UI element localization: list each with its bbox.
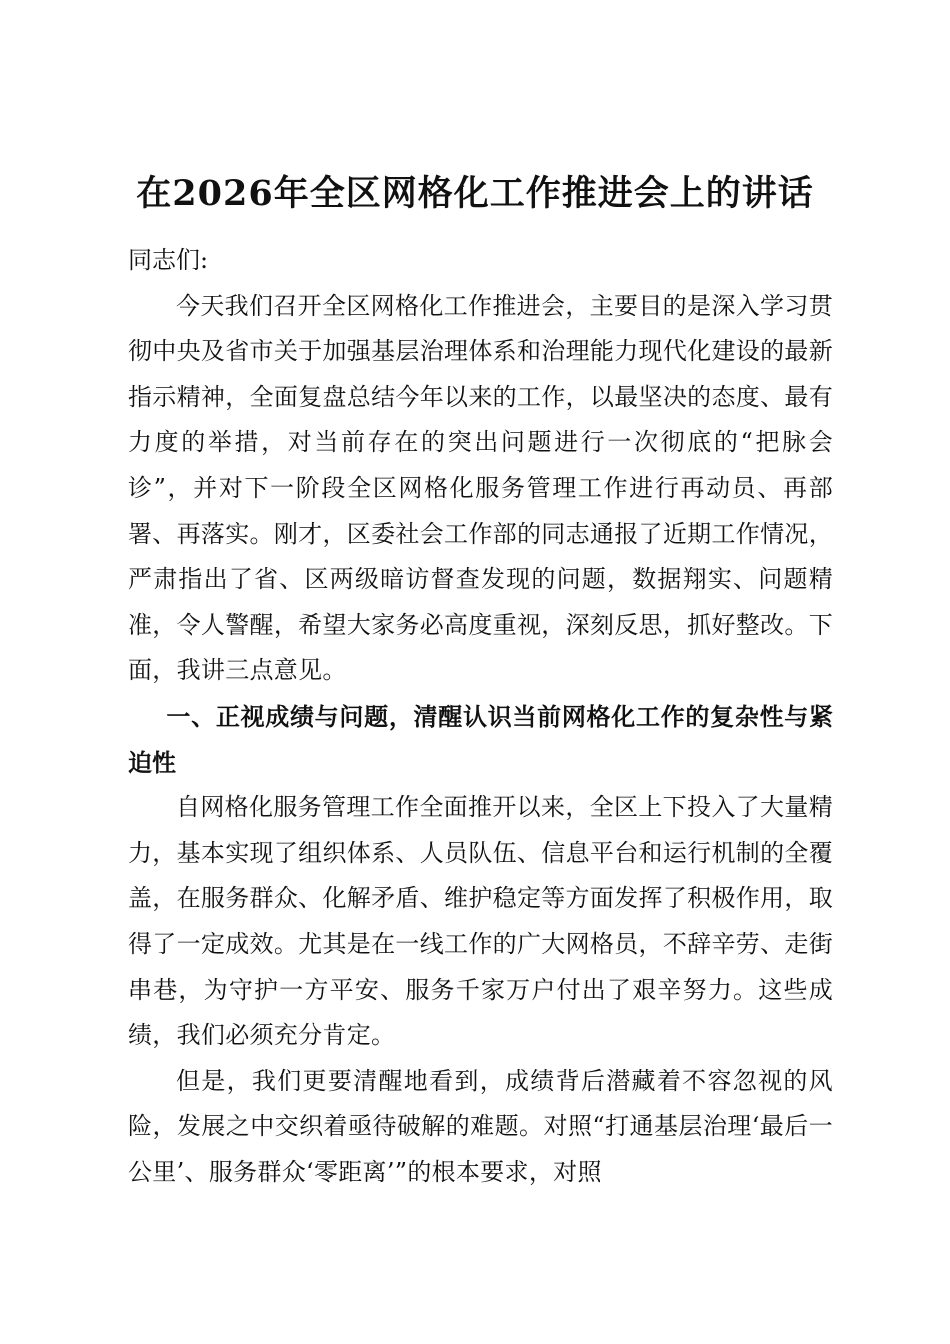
intro-paragraph: 今天我们召开全区网格化工作推进会，主要目的是深入学习贯彻中央及省市关于加强基层治理体系和治理能力现代化建设的最新指示精神，全面复盘总结今年以来的工作，以最坚决的态度、最有力度的举措，对当前存在的突出问题进行一次彻底的“把脉会诊”，并对下一阶段全区网格化服务管理工作进行再动员、再部署、再落实。刚才，区委社会工作部的同志通报了近期工作情况，严肃指出了省、区两级暗访督查发现的问题，数据翔实、问题精准，令人警醒，希望大家务必高度重视，深刻反思，抓好整改。下面，我讲三点意见。 [128,291,833,685]
section-heading-1: 一、正视成绩与问题，清醒认识当前网格化工作的复杂性与紧迫性 [128,701,833,777]
document-title: 在2026年全区网格化工作推进会上的讲话 [136,173,814,214]
document-body [128,238,833,1195]
section1-paragraph-1: 自网格化服务管理工作全面推开以来，全区上下投入了大量精力，基本实现了组织体系、人员队伍、信息平台和运行机制的全覆盖，在服务群众、化解矛盾、维护稳定等方面发挥了积极作用，取得了一定成效。尤其是在一线工作的广大网格员，不辞辛劳、走街串巷，为守护一方平安、服务千家万户付出了艰辛努力。这些成绩，我们必须充分肯定。 [128,793,833,1050]
section1-paragraph-2: 但是，我们更要清醒地看到，成绩背后潜藏着不容忽视的风险，发展之中交织着亟待破解的难题。对照“打通基层治理‘最后一公里’、服务群众‘零距离’”的根本要求，对照 [128,1066,833,1186]
salutation: 同志们: [128,246,209,274]
